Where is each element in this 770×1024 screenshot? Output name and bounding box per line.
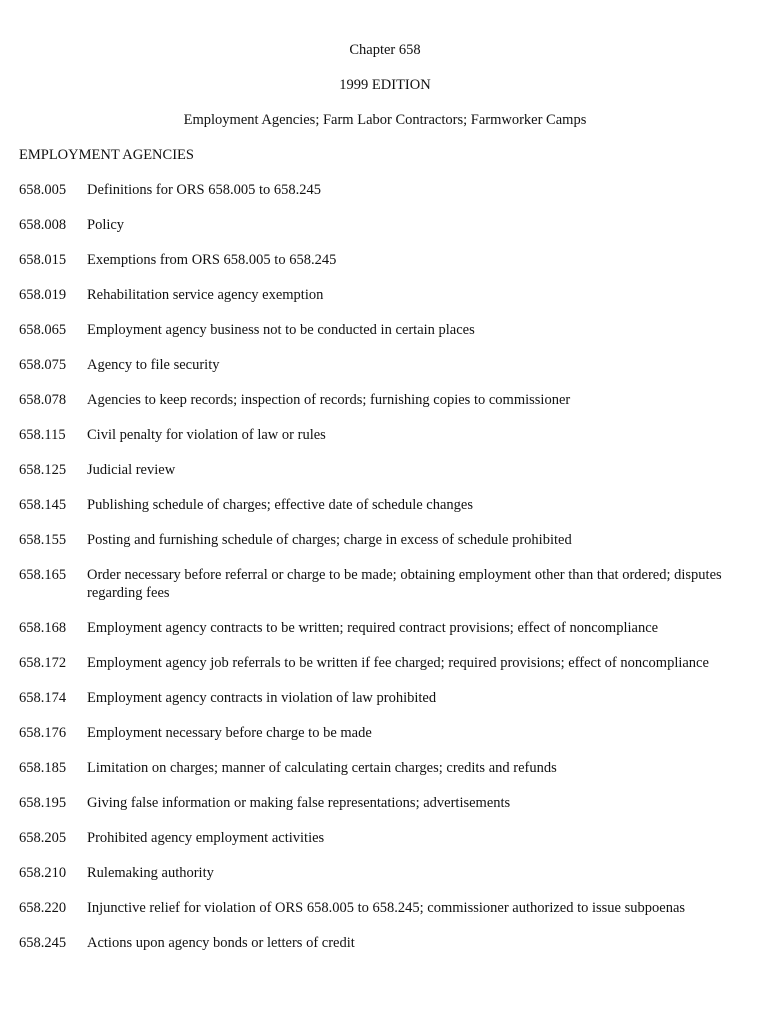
toc-entry: [19, 426, 759, 444]
toc-entry: [19, 934, 759, 952]
section-number: 658.220: [19, 900, 67, 916]
section-number: 658.210: [19, 865, 67, 881]
section-title: Posting and furnishing schedule of charges; charge in excess of schedule prohibited: [87, 532, 572, 548]
section-title: Actions upon agency bonds or letters of credit: [87, 935, 355, 951]
toc-entry: [19, 794, 759, 812]
section-number: 658.075: [19, 357, 67, 373]
toc-entry: [19, 181, 759, 199]
section-number: 658.165: [19, 567, 67, 583]
toc-entry: [19, 829, 759, 847]
section-number: 658.176: [19, 725, 67, 741]
toc-entry: [19, 654, 759, 672]
section-number: 658.185: [19, 760, 67, 776]
section-title: Order necessary before referral or charge to be made; obtaining employment other than that ordered; disputes regarding fees: [87, 567, 722, 601]
section-number: 658.008: [19, 217, 67, 233]
section-title: Employment necessary before charge to be made: [87, 725, 372, 741]
section-heading: EMPLOYMENT AGENCIES: [19, 147, 194, 163]
toc-entry: [19, 461, 759, 479]
section-title: Civil penalty for violation of law or rules: [87, 427, 326, 443]
section-title: Rulemaking authority: [87, 865, 214, 881]
toc-entry: [19, 724, 759, 742]
section-title: Publishing schedule of charges; effective date of schedule changes: [87, 497, 473, 513]
section-title: Giving false information or making false representations; advertisements: [87, 795, 511, 811]
section-number: 658.125: [19, 462, 67, 478]
section-number: 658.172: [19, 655, 67, 671]
section-number: 658.019: [19, 287, 67, 303]
section-title: Employment agency job referrals to be written if fee charged; required provisions; effect of noncompliance: [87, 655, 709, 671]
section-number: 658.245: [19, 935, 67, 951]
toc-entry: [19, 251, 759, 269]
section-title: Rehabilitation service agency exemption: [87, 287, 324, 303]
toc-entry: [19, 899, 759, 917]
toc-entry: [19, 356, 759, 374]
section-title: Exemptions from ORS 658.005 to 658.245: [87, 252, 337, 268]
chapter-title: Chapter 658: [349, 42, 421, 58]
section-title: Limitation on charges; manner of calculating certain charges; credits and refunds: [87, 760, 557, 776]
toc-entry: [19, 391, 759, 409]
section-number: 658.145: [19, 497, 67, 513]
section-title: Definitions for ORS 658.005 to 658.245: [87, 182, 322, 198]
toc-entry: [19, 619, 759, 637]
section-number: 658.005: [19, 182, 67, 198]
section-title: Agency to file security: [87, 357, 220, 373]
section-title: Employment agency business not to be conducted in certain places: [87, 322, 475, 338]
section-title: Agencies to keep records; inspection of records; furnishing copies to commissioner: [87, 392, 571, 408]
section-number: 658.115: [19, 427, 66, 443]
section-title: Employment agency contracts in violation of law prohibited: [87, 690, 437, 706]
section-number: 658.015: [19, 252, 67, 268]
toc-entry: [19, 286, 759, 304]
edition-label: 1999 EDITION: [339, 77, 431, 93]
section-title: Employment agency contracts to be written; required contract provisions; effect of noncompliance: [87, 620, 659, 636]
section-title: Injunctive relief for violation of ORS 658.005 to 658.245; commissioner authorized to issue subpoenas: [87, 900, 686, 916]
section-number: 658.168: [19, 620, 67, 636]
toc-entry: [19, 496, 759, 514]
table-of-contents: [19, 181, 759, 969]
toc-entry: [19, 531, 759, 549]
section-number: 658.155: [19, 532, 67, 548]
toc-entry: [19, 864, 759, 882]
toc-entry: [19, 321, 759, 339]
section-number: 658.205: [19, 830, 67, 846]
section-number: 658.195: [19, 795, 67, 811]
toc-entry: [19, 216, 759, 234]
toc-entry: [19, 689, 759, 707]
toc-entry: [19, 759, 759, 777]
section-title: Judicial review: [87, 462, 176, 478]
toc-entry: [19, 566, 759, 602]
chapter-subtitle: Employment Agencies; Farm Labor Contractors; Farmworker Camps: [183, 112, 587, 128]
section-title: Policy: [87, 217, 125, 233]
section-number: 658.065: [19, 322, 67, 338]
section-number: 658.078: [19, 392, 67, 408]
section-title: Prohibited agency employment activities: [87, 830, 325, 846]
section-number: 658.174: [19, 690, 67, 706]
